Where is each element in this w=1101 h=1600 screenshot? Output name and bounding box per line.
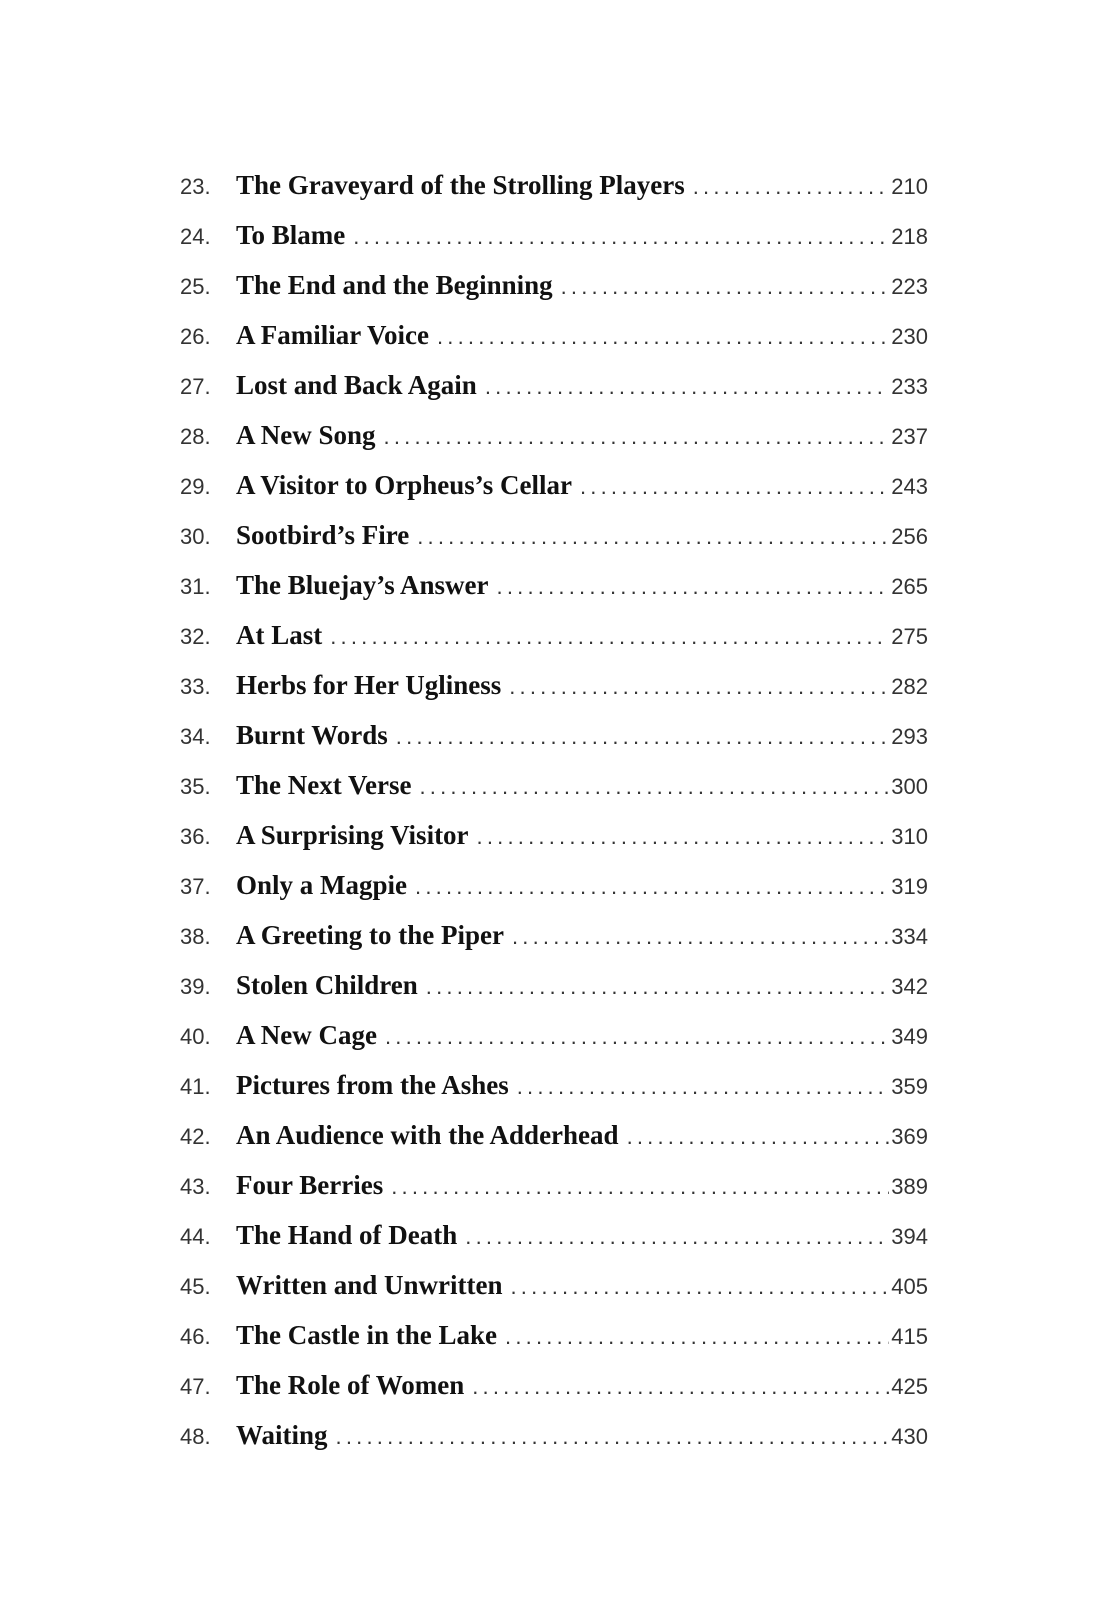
dot-leader [336, 1418, 890, 1456]
toc-entry [180, 1216, 928, 1266]
page-number: 415 [891, 1324, 928, 1349]
page-number: 256 [891, 524, 928, 549]
toc-entry [180, 216, 928, 266]
toc-entry [180, 266, 928, 316]
chapter-title: A New Cage [236, 1020, 377, 1050]
chapter-number: 27. [180, 374, 211, 399]
toc-entry [180, 916, 928, 966]
chapter-number: 43. [180, 1174, 211, 1199]
chapter-number: 29. [180, 474, 211, 499]
toc-entry [180, 1416, 928, 1466]
page-number: 210 [891, 174, 928, 199]
dot-leader [396, 718, 889, 756]
chapter-title: Burnt Words [236, 720, 388, 750]
chapter-title: A Visitor to Orpheus’s Cellar [236, 470, 572, 500]
dot-leader [627, 1118, 890, 1156]
page-number: 394 [891, 1224, 928, 1249]
toc-entry [180, 1116, 928, 1166]
dot-leader [353, 218, 889, 256]
chapter-title: The Graveyard of the Strolling Players [236, 170, 685, 200]
dot-leader [391, 1168, 889, 1206]
toc-entry [180, 516, 928, 566]
chapter-number: 30. [180, 524, 211, 549]
page-number: 275 [891, 624, 928, 649]
toc-entry [180, 666, 928, 716]
page-number: 430 [891, 1424, 928, 1449]
chapter-title: Lost and Back Again [236, 370, 477, 400]
chapter-number: 25. [180, 274, 211, 299]
chapter-title: A Surprising Visitor [236, 820, 469, 850]
page-number: 230 [891, 324, 928, 349]
dot-leader [512, 918, 889, 956]
toc-entry [180, 566, 928, 616]
chapter-number: 31. [180, 574, 211, 599]
chapter-number: 48. [180, 1424, 211, 1449]
page-number: 243 [891, 474, 928, 499]
toc-entry [180, 1366, 928, 1416]
page-number: 293 [891, 724, 928, 749]
chapter-title: Only a Magpie [236, 870, 408, 900]
dot-leader [693, 168, 890, 206]
chapter-title: A Familiar Voice [236, 320, 429, 350]
page-number: 265 [891, 574, 928, 599]
dot-leader [509, 668, 889, 706]
toc-entry [180, 716, 928, 766]
dot-leader [465, 1218, 889, 1256]
toc-entry [180, 766, 928, 816]
toc-entry [180, 416, 928, 466]
toc-entry [180, 316, 928, 366]
chapter-number: 46. [180, 1324, 211, 1349]
toc-entry [180, 616, 928, 666]
chapter-title: The Next Verse [236, 770, 412, 800]
chapter-number: 47. [180, 1374, 211, 1399]
chapter-number: 37. [180, 874, 211, 899]
chapter-title: The Bluejay’s Answer [236, 570, 489, 600]
dot-leader [417, 518, 889, 556]
dot-leader [497, 568, 890, 606]
chapter-number: 28. [180, 424, 211, 449]
page-number: 334 [891, 924, 928, 949]
dot-leader [517, 1068, 890, 1106]
chapter-title: Sootbird’s Fire [236, 520, 410, 550]
dot-leader [505, 1318, 889, 1356]
chapter-title: A New Song [236, 420, 376, 450]
chapter-number: 45. [180, 1274, 211, 1299]
chapter-title: The End and the Beginning [236, 270, 553, 300]
dot-leader [580, 468, 889, 506]
chapter-number: 24. [180, 224, 211, 249]
chapter-title: The Castle in the Lake [236, 1320, 498, 1350]
chapter-number: 34. [180, 724, 211, 749]
dot-leader [485, 368, 889, 406]
chapter-title: Written and Unwritten [236, 1270, 503, 1300]
toc-entry [180, 166, 928, 216]
chapter-title: The Role of Women [236, 1370, 465, 1400]
toc-entry [180, 1166, 928, 1216]
chapter-title: Herbs for Her Ugliness [236, 670, 502, 700]
page-number: 218 [891, 224, 928, 249]
page-number: 359 [891, 1074, 928, 1099]
toc-entry [180, 466, 928, 516]
page-number: 349 [891, 1024, 928, 1049]
dot-leader [561, 268, 890, 306]
dot-leader [437, 318, 889, 356]
page-number: 282 [891, 674, 928, 699]
dot-leader [511, 1268, 890, 1306]
dot-leader [415, 868, 889, 906]
toc-entry [180, 966, 928, 1016]
chapter-title: An Audience with the Adderhead [236, 1120, 619, 1150]
page-number: 223 [891, 274, 928, 299]
dot-leader [384, 418, 890, 456]
chapter-title: To Blame [236, 220, 346, 250]
chapter-number: 36. [180, 824, 211, 849]
chapter-title: The Hand of Death [236, 1220, 458, 1250]
chapter-number: 23. [180, 174, 211, 199]
dot-leader [426, 968, 889, 1006]
page-number: 310 [891, 824, 928, 849]
chapter-number: 26. [180, 324, 211, 349]
toc-entry [180, 1266, 928, 1316]
page-number: 405 [891, 1274, 928, 1299]
chapter-title: Stolen Children [236, 970, 418, 1000]
chapter-number: 40. [180, 1024, 211, 1049]
chapter-number: 33. [180, 674, 211, 699]
dot-leader [330, 618, 889, 656]
page-number: 233 [891, 374, 928, 399]
table-of-contents [180, 166, 928, 1466]
toc-entry [180, 1316, 928, 1366]
dot-leader [477, 818, 890, 856]
dot-leader [472, 1368, 889, 1406]
chapter-title: A Greeting to the Piper [236, 920, 504, 950]
chapter-number: 39. [180, 974, 211, 999]
toc-entry [180, 866, 928, 916]
dot-leader [419, 768, 889, 806]
chapter-title: Pictures from the Ashes [236, 1070, 509, 1100]
chapter-number: 38. [180, 924, 211, 949]
page-number: 425 [891, 1374, 928, 1399]
toc-entry [180, 1016, 928, 1066]
dot-leader [385, 1018, 889, 1056]
toc-entry [180, 816, 928, 866]
page-number: 319 [891, 874, 928, 899]
page-number: 389 [891, 1174, 928, 1199]
chapter-title: Four Berries [236, 1170, 384, 1200]
chapter-number: 42. [180, 1124, 211, 1149]
page-number: 237 [891, 424, 928, 449]
chapter-number: 32. [180, 624, 211, 649]
toc-entry [180, 366, 928, 416]
chapter-number: 44. [180, 1224, 211, 1249]
toc-entry [180, 1066, 928, 1116]
chapter-title: Waiting [236, 1420, 328, 1450]
chapter-number: 35. [180, 774, 211, 799]
chapter-title: At Last [236, 620, 323, 650]
page-number: 300 [891, 774, 928, 799]
page-number: 369 [891, 1124, 928, 1149]
page-number: 342 [891, 974, 928, 999]
chapter-number: 41. [180, 1074, 211, 1099]
